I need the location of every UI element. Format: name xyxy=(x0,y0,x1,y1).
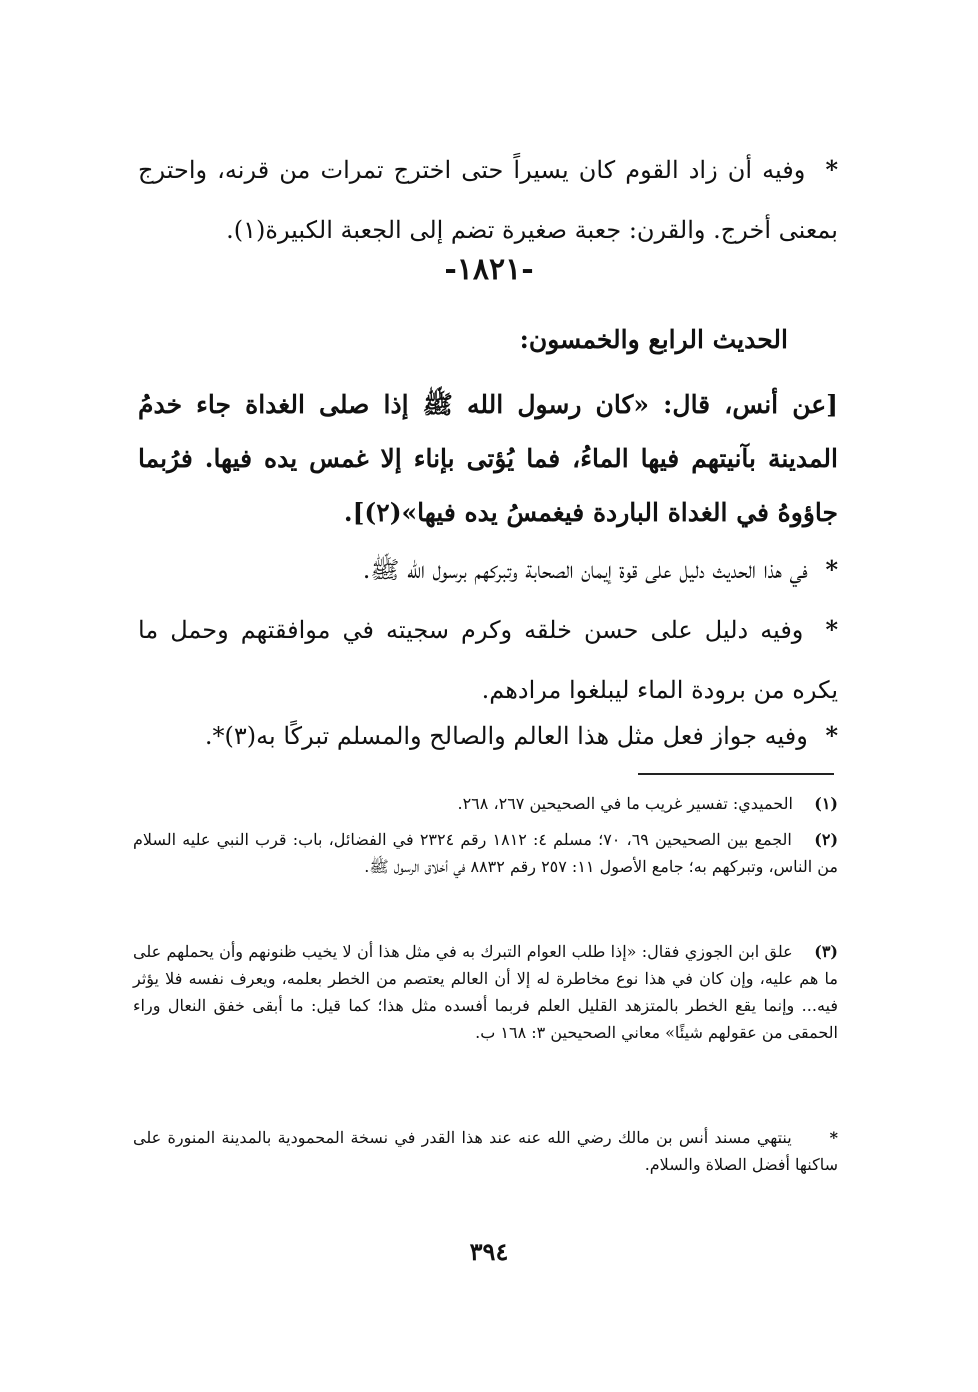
hadith-heading: الحديث الرابع والخمسون: xyxy=(519,325,788,354)
commentary-text: في هذا الحديث دليل على قوة إيمان الصحابة وتبركهم برسول الله ﷺ. xyxy=(362,556,808,584)
footnote-number: (١) xyxy=(814,794,838,813)
footnote-1 xyxy=(133,790,838,817)
commentary-paragraph-2 xyxy=(138,600,838,720)
commentary-paragraph-3 xyxy=(138,706,838,766)
footnote-number: (٢) xyxy=(814,830,839,849)
paragraph-bullet: * xyxy=(825,615,838,644)
footnote-3 xyxy=(133,938,838,1046)
paragraph-bullet: * xyxy=(825,721,838,750)
footnote-text: ينتهي مسند أنس بن مالك رضي الله عنه عند هذا القدر في نسخة المحمودية بالمدينة المنورة على ساكنها أفضل الصلاة والسلام. xyxy=(133,1128,838,1174)
intro-paragraph-text: وفيه أن زاد القوم كان يسيراً حتى اخترج تمرات من قرنه، واحترج بمعنى أخرج. والقرن: جعبة صغيرة تضم إلى الجعبة الكبيرة(١). xyxy=(138,156,838,244)
footnote-marker: * xyxy=(829,1128,838,1147)
footnote-2 xyxy=(133,826,838,880)
intro-paragraph xyxy=(138,140,838,260)
commentary-paragraph-1 xyxy=(138,540,838,600)
paragraph-bullet: * xyxy=(825,155,838,184)
page-number: ٣٩٤ xyxy=(469,1237,509,1266)
commentary-text: وفيه دليل على حسن خلقه وكرم سجيته في موافقتهم وحمل ما يكره من برودة الماء ليبلغوا مرادهم. xyxy=(138,616,838,704)
commentary-text: وفيه جواز فعل مثل هذا العالم والصالح والمسلم تبركًا به(٣)*. xyxy=(204,722,808,750)
paragraph-bullet: * xyxy=(825,555,838,584)
footnote-separator xyxy=(638,773,834,775)
hadith-number: -١٨٢١- xyxy=(444,252,534,287)
footnote-text: الجمع بين الصحيحين ٦٩، ٧٠؛ مسلم ٤: ١٨١٢ رقم ٢٣٢٤ في الفضائل، باب: قرب النبي عليه السلام من الناس، وتبركهم به؛ جامع الأصول ١١: ٢٥٧ رقم ٨٨٣٢ في أخلاق الرسول ﷺ. xyxy=(133,830,838,876)
footnote-star xyxy=(133,1124,838,1178)
footnote-text: علق ابن الجوزي فقال: «إذا طلب العوام التبرك به في مثل هذا أن لا يخيب ظنونهم وأن يحملهم على ما هم عليه، وإن كان في هذا نوع مخاطرة له إلا أن العالم يعتصم من الخطر بعلمه، ويعرف نفسه فلا يؤثر فيه... وإنما يقع الخطر بالمتزهد القليل العلم فربما أفسده مثل هذا؛ كما قيل: ما أبقى خفق النعال وراء الحمقى من عقولهم شيئًا» معاني الصحيحين ٣: ١٦٨ ب. xyxy=(133,942,838,1042)
hadith-text: [عن أنس، قال: «كان رسول الله ﷺ إذا صلى الغداة جاء خدمُ المدينة بآنيتهم فيها الماءُ، فما يُؤتى بإناء إلا غمس يده فيها. فرُبما جاؤوهُ في الغداة الباردة فيغمسُ يده فيها»(٢)]. xyxy=(138,390,838,527)
footnote-text: الحميدي: تفسير غريب ما في الصحيحين ٢٦٧، ٢٦٨. xyxy=(457,794,793,813)
footnote-number: (٣) xyxy=(814,942,838,961)
